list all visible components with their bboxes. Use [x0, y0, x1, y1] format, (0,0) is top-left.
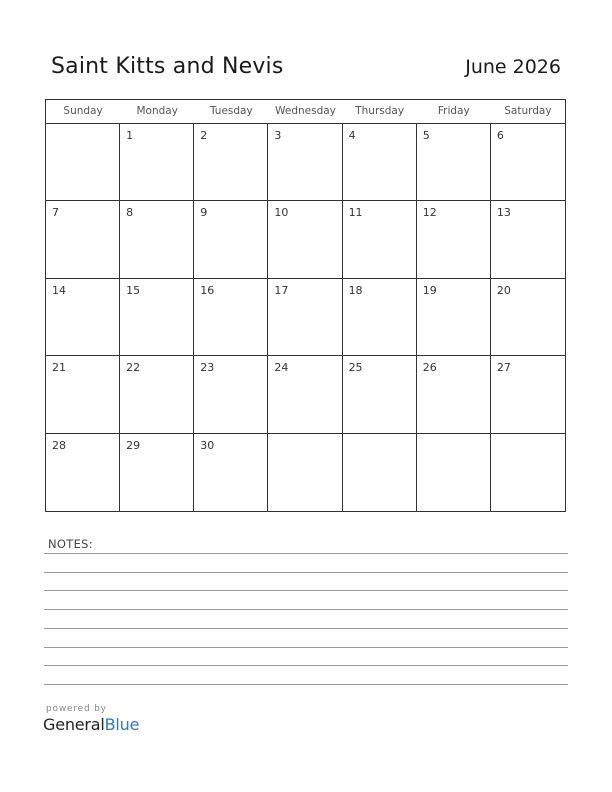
day-cell: [417, 201, 491, 278]
day-number: 7: [52, 206, 59, 220]
day-cell: [417, 279, 491, 356]
day-cell: [417, 434, 491, 511]
weekday-name: Wednesday: [275, 105, 336, 117]
day-cell: [343, 356, 417, 433]
day-cell: [194, 279, 268, 356]
day-number: 28: [52, 438, 66, 452]
day-number: 12: [422, 206, 437, 220]
note-line: [44, 684, 568, 685]
weekday-name: Monday: [136, 105, 178, 117]
day-cell: [46, 356, 120, 433]
day-cell: [268, 434, 342, 511]
day-cell: [46, 434, 120, 511]
day-cell: [417, 124, 491, 201]
day-cell: [194, 201, 268, 278]
day-cell: [491, 356, 565, 433]
day-number: 30: [200, 438, 215, 452]
day-cell: [194, 434, 268, 511]
brand-blue: Blue: [104, 715, 140, 734]
weekday-name: Tuesday: [209, 105, 253, 117]
day-number: 8: [126, 206, 134, 220]
day-cell: [417, 356, 491, 433]
brand-general: General: [43, 715, 105, 734]
day-number: 27: [496, 361, 511, 375]
day-cell: [343, 201, 417, 278]
day-cell: [491, 434, 565, 511]
day-cell: [120, 356, 194, 433]
day-cell: [120, 434, 194, 511]
day-number: 14: [52, 283, 66, 297]
page-title: Saint Kitts and Nevis: [51, 54, 284, 79]
brand-logo[interactable]: [43, 704, 139, 734]
day-cell: [194, 124, 268, 201]
weekday-name: Saturday: [504, 105, 552, 117]
note-line: [44, 628, 568, 629]
day-number: 21: [52, 361, 66, 375]
note-line: [44, 647, 568, 648]
day-number: 1: [126, 129, 134, 142]
day-cell: [343, 279, 417, 356]
day-number: 26: [422, 361, 437, 375]
calendar-grid: [45, 99, 566, 512]
notes-label: NOTES:: [48, 537, 93, 551]
weekday-header: [46, 100, 565, 124]
day-number: 9: [200, 206, 208, 220]
day-cell: [268, 279, 342, 356]
day-number: 3: [274, 129, 282, 142]
calendar-weeks: [46, 124, 565, 511]
day-cell: [268, 356, 342, 433]
day-cell: [120, 124, 194, 201]
day-cell: [268, 201, 342, 278]
month-label: June 2026: [465, 56, 561, 78]
day-number: 22: [126, 361, 141, 375]
day-number: 25: [348, 361, 363, 375]
day-number: 29: [126, 438, 141, 452]
day-number: 16: [200, 283, 215, 297]
brand-wordmark: [43, 715, 139, 734]
day-number: 23: [200, 361, 215, 375]
day-number: 15: [126, 283, 141, 297]
note-line: [44, 665, 568, 666]
note-line: [44, 553, 568, 554]
day-cell: [46, 124, 120, 201]
day-number: 24: [274, 361, 289, 375]
day-cell: [343, 434, 417, 511]
day-cell: [120, 201, 194, 278]
day-number: 19: [422, 283, 437, 297]
powered-by-text: powered by: [46, 704, 107, 714]
weekday-name: Thursday: [355, 105, 405, 117]
day-number: 10: [274, 206, 289, 220]
day-number: 20: [496, 283, 511, 297]
day-number: 11: [348, 206, 363, 220]
day-cell: [491, 279, 565, 356]
note-line: [44, 590, 568, 591]
day-number: 2: [200, 129, 208, 142]
day-cell: [120, 279, 194, 356]
day-cell: [268, 124, 342, 201]
day-cell: [491, 201, 565, 278]
day-number: 5: [422, 129, 430, 142]
day-cell: [194, 356, 268, 433]
day-number: 4: [348, 129, 356, 142]
day-cell: [491, 124, 565, 201]
day-number: 17: [274, 283, 289, 297]
day-cell: [46, 201, 120, 278]
weekday-name: Friday: [437, 105, 470, 117]
day-number: 6: [496, 129, 504, 142]
day-cell: [343, 124, 417, 201]
weekday-name: Sunday: [63, 105, 103, 117]
day-number: 13: [496, 206, 511, 220]
day-cell: [46, 279, 120, 356]
note-line: [44, 572, 568, 573]
day-number: 18: [348, 283, 363, 297]
note-line: [44, 609, 568, 610]
